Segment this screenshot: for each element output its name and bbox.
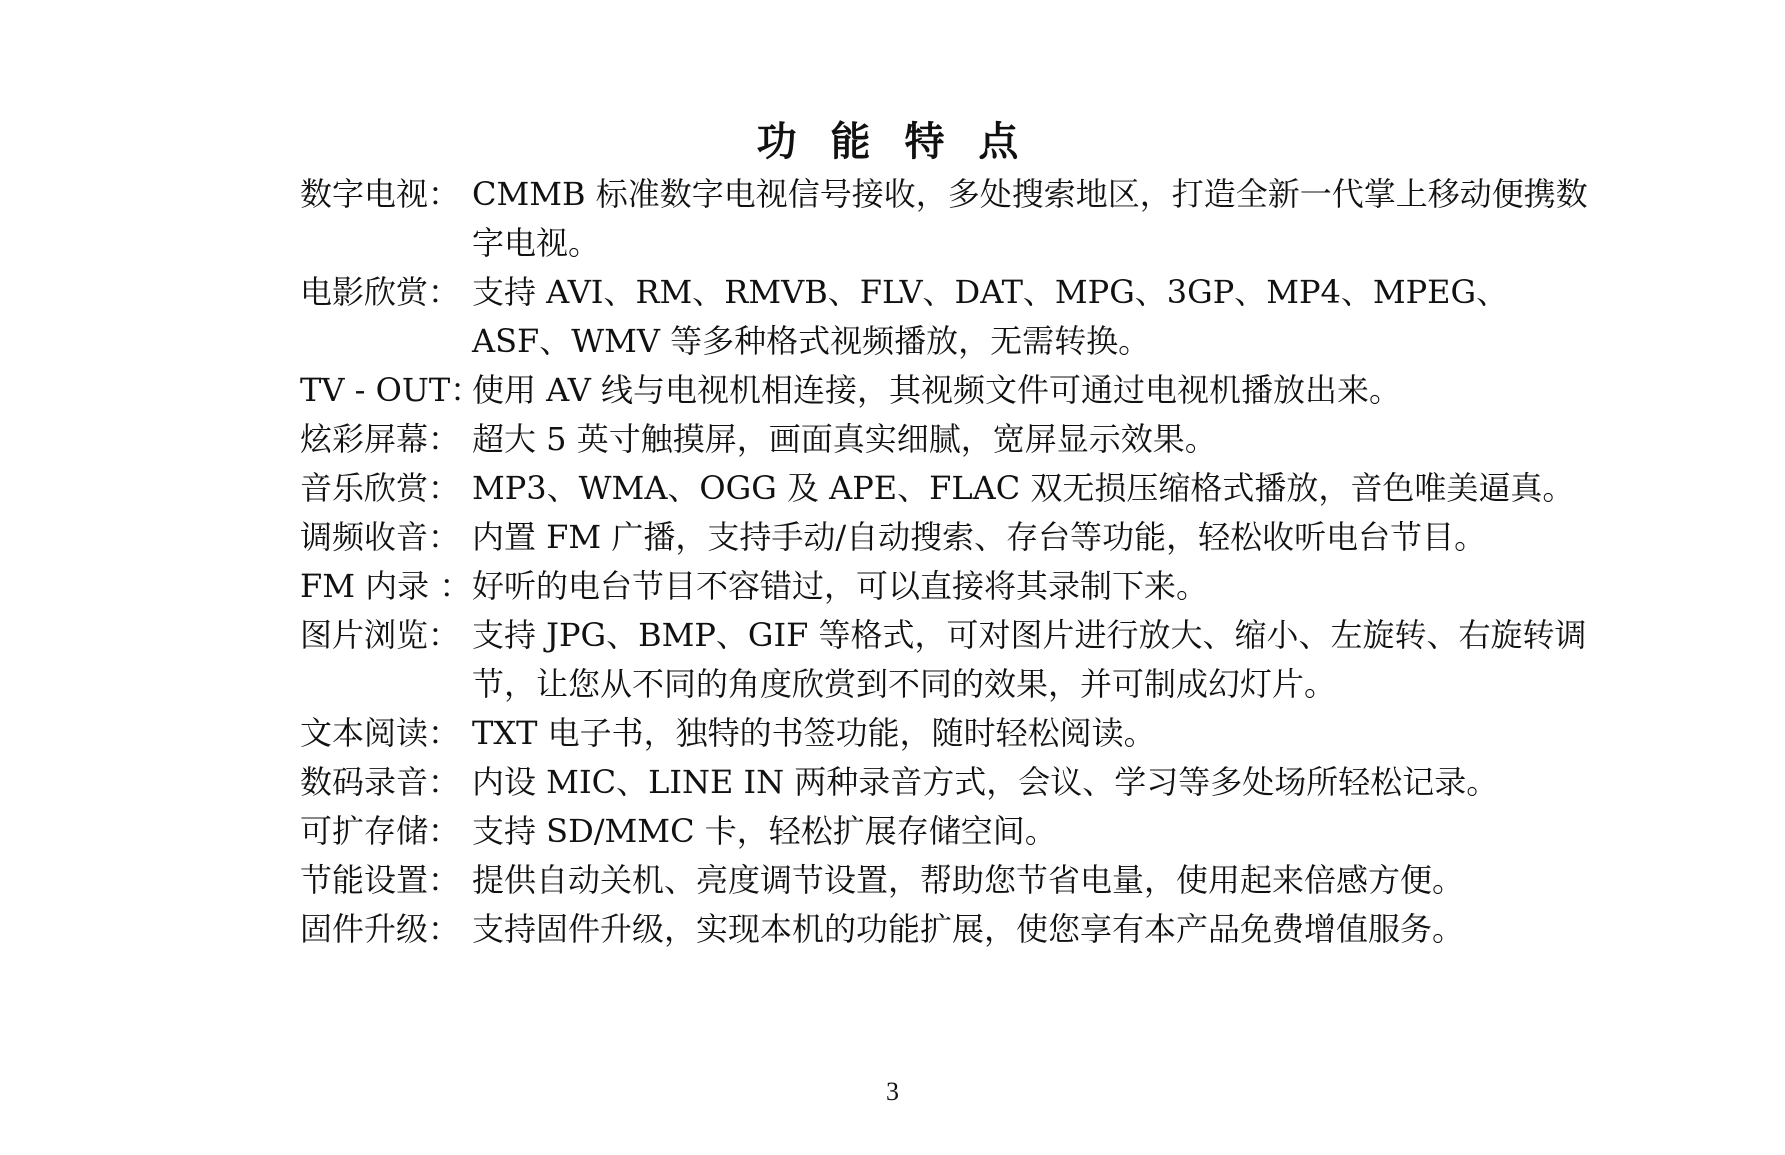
feature-description: 内置 FM 广播，支持手动/自动搜索、存台等功能，轻松收听电台节目。 <box>472 518 1487 556</box>
feature-item-firmware <box>300 905 1590 954</box>
feature-label: 可扩存储： <box>300 812 461 850</box>
feature-label: 音乐欣赏： <box>300 469 461 507</box>
feature-label: 数码录音： <box>300 763 461 801</box>
feature-label: TV - OUT： <box>300 371 483 409</box>
feature-item-text-reading <box>300 709 1590 758</box>
feature-description: 支持 AVI、RM、RMVB、FLV、DAT、MPG、3GP、MP4、MPEG、ASF、WMV 等多种格式视频播放，无需转换。 <box>472 273 1509 360</box>
feature-description: 好听的电台节目不容错过，可以直接将其录制下来。 <box>472 567 1209 605</box>
feature-item-music <box>300 464 1590 513</box>
page-number: 3 <box>886 1077 899 1106</box>
feature-list <box>300 170 1590 954</box>
feature-description: 内设 MIC、LINE IN 两种录音方式，会议、学习等多处场所轻松记录。 <box>472 763 1499 801</box>
feature-label: 文本阅读： <box>300 714 461 752</box>
feature-label: 炫彩屏幕： <box>300 420 461 458</box>
feature-item-fm-radio <box>300 513 1590 562</box>
feature-item-fm-record <box>300 562 1590 611</box>
feature-description: 支持固件升级，实现本机的功能扩展，使您享有本产品免费增值服务。 <box>472 910 1465 948</box>
feature-item-digital-tv <box>300 170 1590 268</box>
feature-item-movie <box>300 268 1590 366</box>
feature-description: 支持 SD/MMC 卡，轻松扩展存储空间。 <box>472 812 1057 850</box>
feature-item-screen <box>300 415 1590 464</box>
feature-item-voice-record <box>300 758 1590 807</box>
feature-label: 数字电视： <box>300 175 461 213</box>
feature-item-photo <box>300 611 1590 709</box>
feature-label: 图片浏览： <box>300 616 461 654</box>
feature-item-tv-out <box>300 366 1590 415</box>
feature-label: 电影欣赏： <box>300 273 461 311</box>
feature-description: CMMB 标准数字电视信号接收，多处搜索地区，打造全新一代掌上移动便携数字电视。 <box>472 175 1588 262</box>
page-title: 功 能 特 点 <box>756 119 1029 165</box>
feature-description: TXT 电子书，独特的书签功能，随时轻松阅读。 <box>472 714 1156 752</box>
feature-item-power-saving <box>300 856 1590 905</box>
feature-description: 超大 5 英寸触摸屏，画面真实细腻，宽屏显示效果。 <box>472 420 1217 458</box>
feature-description: MP3、WMA、OGG 及 APE、FLAC 双无损压缩格式播放，音色唯美逼真。 <box>472 469 1575 507</box>
feature-item-storage <box>300 807 1590 856</box>
feature-label: 固件升级： <box>300 910 461 948</box>
feature-label: FM 内录 ： <box>300 567 472 605</box>
feature-description: 提供自动关机、亮度调节设置，帮助您节省电量，使用起来倍感方便。 <box>472 861 1465 899</box>
feature-label: 节能设置： <box>300 861 461 899</box>
feature-description: 使用 AV 线与电视机相连接，其视频文件可通过电视机播放出来。 <box>472 371 1401 409</box>
feature-label: 调频收音： <box>300 518 461 556</box>
feature-description: 支持 JPG、BMP、GIF 等格式，可对图片进行放大、缩小、左旋转、右旋转调节，让您从不同的角度欣赏到不同的效果，并可制成幻灯片。 <box>472 616 1587 703</box>
